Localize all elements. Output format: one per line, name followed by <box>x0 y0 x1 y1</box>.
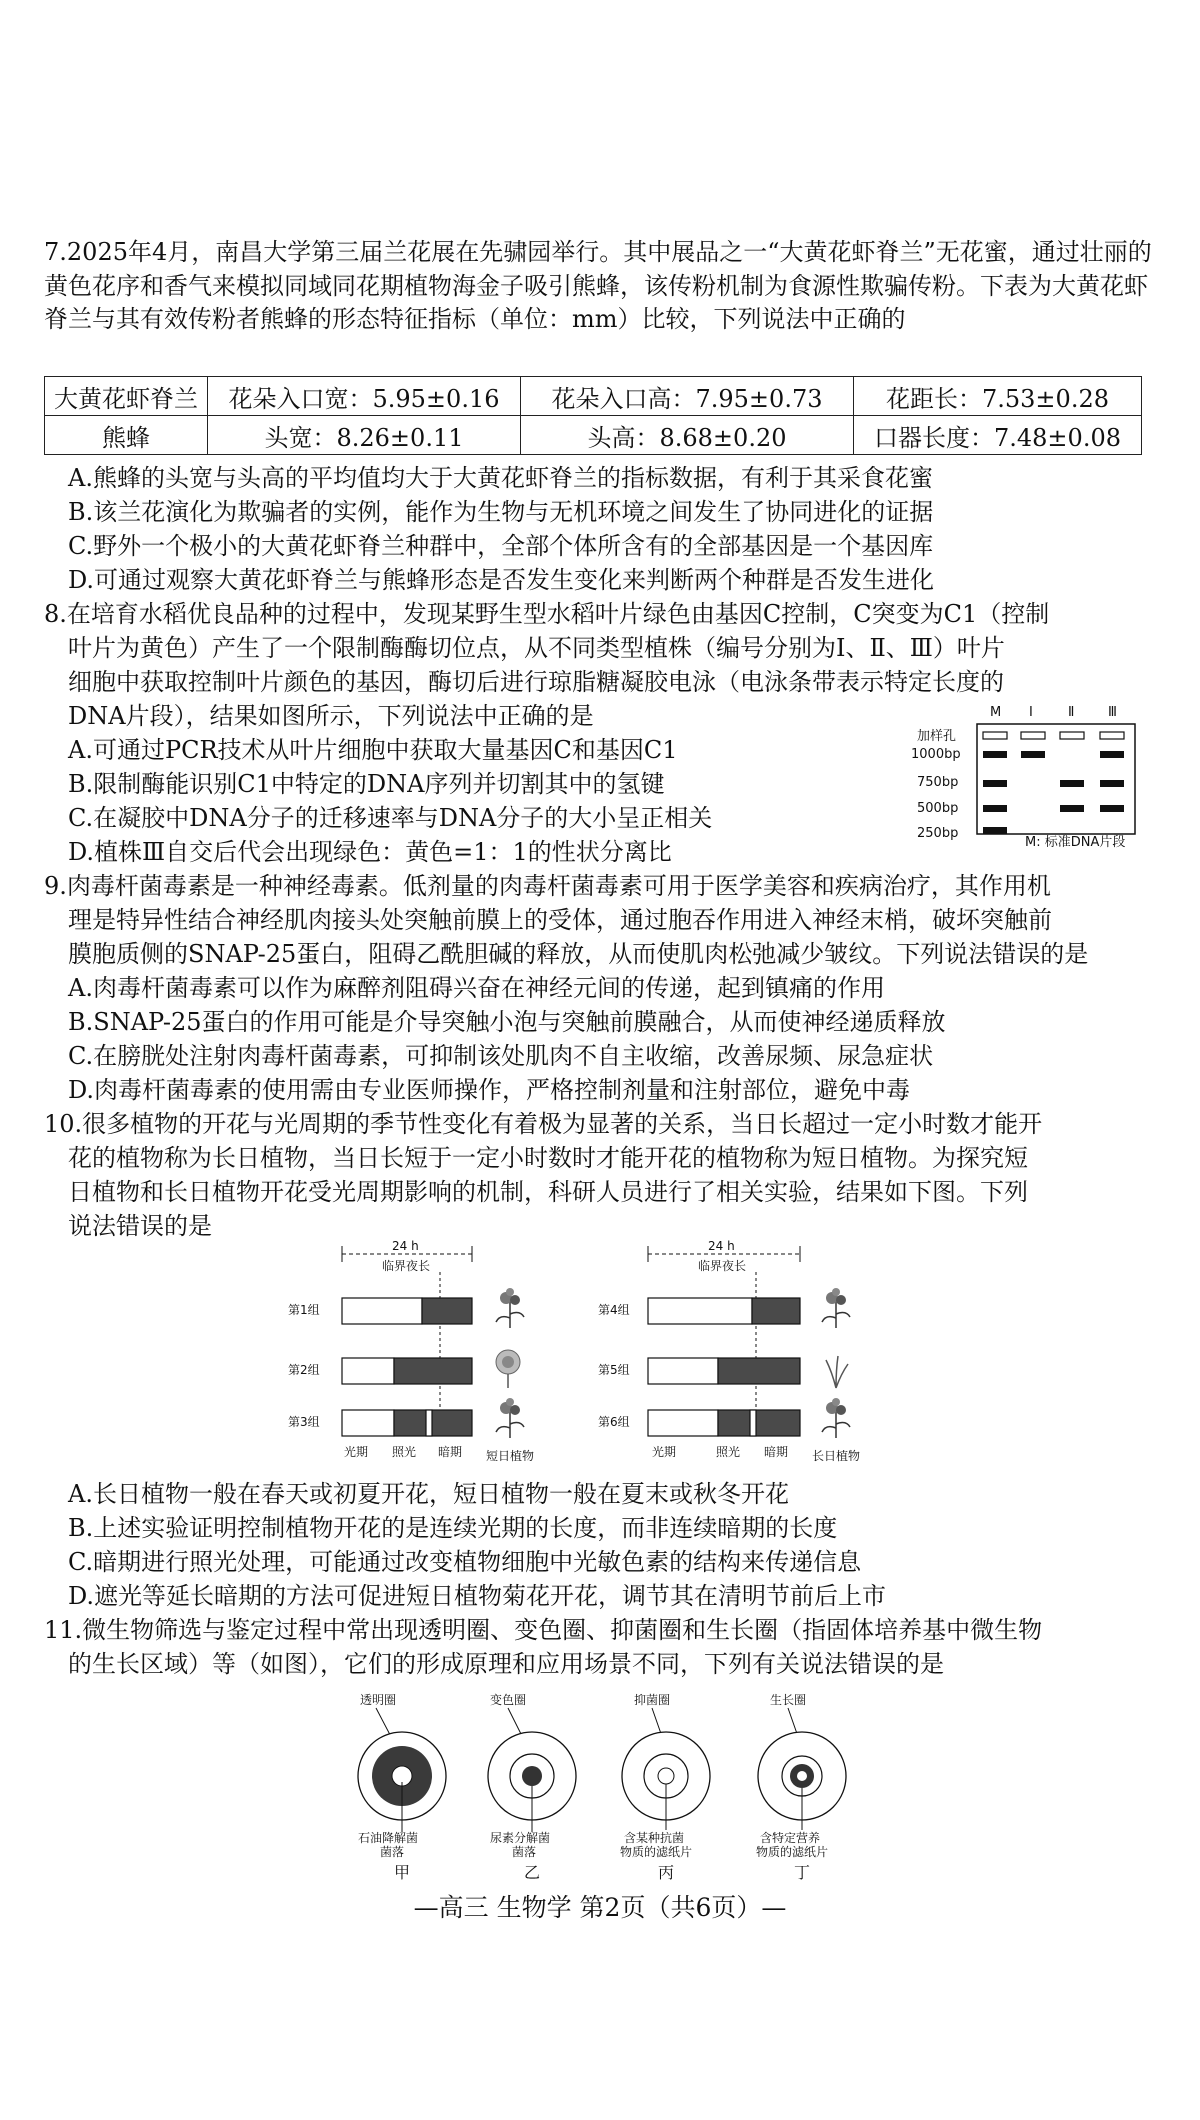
gel-size-label: 750bp <box>917 775 959 790</box>
q8-stem-line: DNA片段），结果如图所示，下列说法中正确的是 <box>68 702 594 730</box>
dark-period-bar <box>394 1410 472 1436</box>
dark-period-bar <box>718 1410 800 1436</box>
gel-size-label: 250bp <box>917 826 959 841</box>
fig-group-label: 第2组 <box>288 1363 320 1377</box>
plate-title: 生长圈 <box>770 1693 807 1707</box>
plate-caption: 尿素分解菌 <box>490 1831 551 1845</box>
q7-stem: 7.2025年4月，南昌大学第三届兰花展在先骕园举行。其中展品之一“大黄花虾脊兰”无花蜜，通过壮丽的黄色花序和香气来模拟同域同花期植物海金子吸引熊蜂，该传粉机制为食源性欺骗传粉。下表为大黄花虾脊兰与其有效传粉者熊蜂的形态特征指标（单位：mm）比较，下列说法中正确的 <box>44 238 1152 333</box>
gel-well <box>1021 732 1045 739</box>
gel-well <box>983 732 1007 739</box>
fig-legend-long-day: 长日植物 <box>812 1449 861 1463</box>
plate-caption: 物质的滤纸片 <box>756 1845 829 1859</box>
gel-note: M: 标准DNA片段 <box>1025 835 1126 850</box>
colony <box>522 1766 542 1786</box>
table-cell: 花朵入口宽：5.95±0.16 <box>208 377 521 416</box>
gel-band <box>983 805 1007 812</box>
fig-group-label: 第4组 <box>598 1303 630 1317</box>
fig-legend-dark: 暗期 <box>438 1445 463 1459</box>
q10-stem-line: 花的植物称为长日植物，当日长短于一定小时数时才能开花的植物称为短日植物。为探究短 <box>68 1144 1028 1172</box>
fig-legend-night-break: 照光 <box>716 1445 741 1459</box>
gel-band <box>1100 751 1124 758</box>
gel-band <box>983 827 1007 834</box>
q9-stem-line: 膜胞质侧的SNAP-25蛋白，阻碍乙酰胆碱的释放，从而使肌肉松弛减少皱纹。下列说法错误的是 <box>68 940 1089 968</box>
fig-24h-label: 24 h <box>708 1240 735 1253</box>
gel-band <box>983 751 1007 758</box>
blooming-flower-icon <box>496 1350 520 1388</box>
flower-icon <box>496 1398 524 1438</box>
gel-band <box>1060 780 1084 787</box>
flower-icon <box>496 1288 524 1328</box>
fig-group-label: 第5组 <box>598 1363 630 1377</box>
q9-stem-line: 9.肉毒杆菌毒素是一种神经毒素。低剂量的肉毒杆菌毒素可用于医学美容和疾病治疗，其作用机 <box>44 872 1051 900</box>
fig-legend-dark: 暗期 <box>764 1445 789 1459</box>
table-cell: 花距长：7.53±0.28 <box>854 377 1142 416</box>
q10-stem-line: 说法错误的是 <box>68 1212 212 1240</box>
gel-band <box>1100 780 1124 787</box>
q7-option-c: C.野外一个极小的大黄花虾脊兰种群中，全部个体所含有的全部基因是一个基因库 <box>68 532 934 560</box>
fig-24h-label: 24 h <box>392 1240 419 1253</box>
plate-title: 透明圈 <box>360 1693 397 1707</box>
plate-title: 变色圈 <box>490 1693 527 1707</box>
fig-legend-night-break: 照光 <box>392 1445 417 1459</box>
dark-period-bar <box>718 1358 800 1384</box>
gel-size-label: 1000bp <box>911 747 961 762</box>
fig-legend-light: 光期 <box>652 1445 677 1459</box>
table-row <box>45 377 1142 416</box>
light-period-bar <box>342 1358 394 1384</box>
gel-well-label: 加样孔 <box>917 729 957 744</box>
light-period-bar <box>342 1410 394 1436</box>
plate-mark: 丁 <box>794 1863 811 1880</box>
gel-lane-label: Ⅲ <box>1108 705 1117 720</box>
fig-group-label: 第6组 <box>598 1415 630 1429</box>
flower-icon <box>822 1398 850 1438</box>
q10-option-b: B.上述实验证明控制植物开花的是连续光期的长度，而非连续暗期的长度 <box>68 1514 838 1542</box>
photoperiod-figure <box>280 1240 960 1465</box>
gel-band <box>1021 751 1045 758</box>
dark-period-bar <box>394 1358 472 1384</box>
q10-stem-line: 日植物和长日植物开花受光周期影响的机制，科研人员进行了相关实验，结果如下图。下列 <box>68 1178 1028 1206</box>
gel-lane-label: Ⅱ <box>1068 705 1075 720</box>
fig-critical-label: 临界夜长 <box>698 1259 747 1273</box>
q9-option-b: B.SNAP-25蛋白的作用可能是介导突触小泡与突触前膜融合，从而使神经递质释放 <box>68 1008 946 1036</box>
fig-group-label: 第1组 <box>288 1303 320 1317</box>
plate-mark: 乙 <box>524 1863 541 1880</box>
gel-lane-label: M <box>990 705 1002 720</box>
q8-option-d: D.植株Ⅲ自交后代会出现绿色：黄色=1：1的性状分离比 <box>68 838 672 866</box>
plate-mark: 丙 <box>658 1863 675 1880</box>
fig-legend-light: 光期 <box>344 1445 369 1459</box>
plate-caption: 含特定营养 <box>760 1831 821 1845</box>
q10-option-d: D.遮光等延长暗期的方法可促进短日植物菊花开花，调节其在清明节前后上市 <box>68 1582 887 1610</box>
table-cell: 熊蜂 <box>45 416 208 455</box>
table-cell: 头高：8.68±0.20 <box>521 416 854 455</box>
plate-caption: 含某种抗菌 <box>624 1831 685 1845</box>
table-cell: 口器长度：7.48±0.08 <box>854 416 1142 455</box>
dark-period-bar <box>752 1298 800 1324</box>
table-cell: 头宽：8.26±0.11 <box>208 416 521 455</box>
q10-option-a: A.长日植物一般在春天或初夏开花，短日植物一般在夏末或秋冬开花 <box>68 1480 789 1508</box>
fig-critical-label: 临界夜长 <box>382 1259 431 1273</box>
q7-option-d: D.可通过观察大黄花虾脊兰与熊蜂形态是否发生变化来判断两个种群是否发生进化 <box>68 566 935 594</box>
gel-frame <box>977 724 1135 834</box>
gel-size-label: 500bp <box>917 801 959 816</box>
gel-band <box>1100 805 1124 812</box>
gel-band <box>1060 805 1084 812</box>
table-cell: 大黄花虾脊兰 <box>45 377 208 416</box>
filter-paper <box>797 1771 807 1781</box>
q8-option-c: C.在凝胶中DNA分子的迁移速率与DNA分子的大小呈正相关 <box>68 804 713 832</box>
light-period-bar <box>648 1298 752 1324</box>
gel-well <box>1100 732 1124 739</box>
q8-stem-line: 叶片为黄色）产生了一个限制酶酶切位点，从不同类型植株（编号分别为Ⅰ、Ⅱ、Ⅲ）叶片 <box>68 634 1005 662</box>
night-break-bar <box>426 1410 432 1436</box>
q9-stem-line: 理是特异性结合神经肌肉接头处突触前膜上的受体，通过胞吞作用进入神经末梢，破坏突触前 <box>68 906 1052 934</box>
q8-option-b: B.限制酶能识别C1中特定的DNA序列并切割其中的氢键 <box>68 770 665 798</box>
q8-stem-line: 8.在培育水稻优良品种的过程中，发现某野生型水稻叶片绿色由基因C控制，C突变为C1（控制 <box>44 600 1050 628</box>
gel-electrophoresis-figure <box>905 700 1155 850</box>
q7-morphology-table <box>44 376 1142 455</box>
gel-lane-label: Ⅰ <box>1029 705 1033 720</box>
filter-paper <box>658 1768 674 1784</box>
fig-group-label: 第3组 <box>288 1415 320 1429</box>
plate-caption: 菌落 <box>380 1845 405 1859</box>
plate-caption: 石油降解菌 <box>358 1831 419 1845</box>
light-period-bar <box>342 1298 422 1324</box>
q7-option-b: B.该兰花演化为欺骗者的实例，能作为生物与无机环境之间发生了协同进化的证据 <box>68 498 934 526</box>
plate-caption: 菌落 <box>512 1845 537 1859</box>
q8-stem-line: 细胞中获取控制叶片颜色的基因，酶切后进行琼脂糖凝胶电泳（电泳条带表示特定长度的 <box>68 668 1004 696</box>
q11-stem-line: 的生长区域）等（如图），它们的形成原理和应用场景不同，下列有关说法错误的是 <box>68 1650 944 1678</box>
grass-icon <box>826 1356 848 1388</box>
q9-option-a: A.肉毒杆菌毒素可以作为麻醉剂阻碍兴奋在神经元间的传递，起到镇痛的作用 <box>68 974 885 1002</box>
page-footer: —高三 生物学 第2页（共6页）— <box>413 1893 787 1922</box>
gel-band <box>983 780 1007 787</box>
night-break-bar <box>750 1410 756 1436</box>
q7-option-a: A.熊蜂的头宽与头高的平均值均大于大黄花虾脊兰的指标数据，有利于其采食花蜜 <box>68 464 933 492</box>
flower-icon <box>822 1288 850 1328</box>
dark-period-bar <box>422 1298 472 1324</box>
plate-caption: 物质的滤纸片 <box>620 1845 693 1859</box>
light-period-bar <box>648 1410 718 1436</box>
plate-mark: 甲 <box>394 1863 411 1880</box>
q10-option-c: C.暗期进行照光处理，可能通过改变植物细胞中光敏色素的结构来传递信息 <box>68 1548 862 1576</box>
microbe-plates-figure <box>340 1690 900 1880</box>
gel-well <box>1060 732 1084 739</box>
q9-option-c: C.在膀胱处注射肉毒杆菌毒素，可抑制该处肌肉不自主收缩，改善尿频、尿急症状 <box>68 1042 934 1070</box>
q8-option-a: A.可通过PCR技术从叶片细胞中获取大量基因C和基因C1 <box>68 736 678 764</box>
plate-title: 抑菌圈 <box>634 1693 671 1707</box>
table-row <box>45 416 1142 455</box>
q9-option-d: D.肉毒杆菌毒素的使用需由专业医师操作，严格控制剂量和注射部位，避免中毒 <box>68 1076 911 1104</box>
table-cell: 花朵入口高：7.95±0.73 <box>521 377 854 416</box>
q10-stem-line: 10.很多植物的开花与光周期的季节性变化有着极为显著的关系，当日长超过一定小时数才能开 <box>44 1110 1043 1138</box>
q11-stem-line: 11.微生物筛选与鉴定过程中常出现透明圈、变色圈、抑菌圈和生长圈（指固体培养基中微生物 <box>44 1616 1043 1644</box>
light-period-bar <box>648 1358 718 1384</box>
fig-legend-short-day: 短日植物 <box>486 1449 535 1463</box>
